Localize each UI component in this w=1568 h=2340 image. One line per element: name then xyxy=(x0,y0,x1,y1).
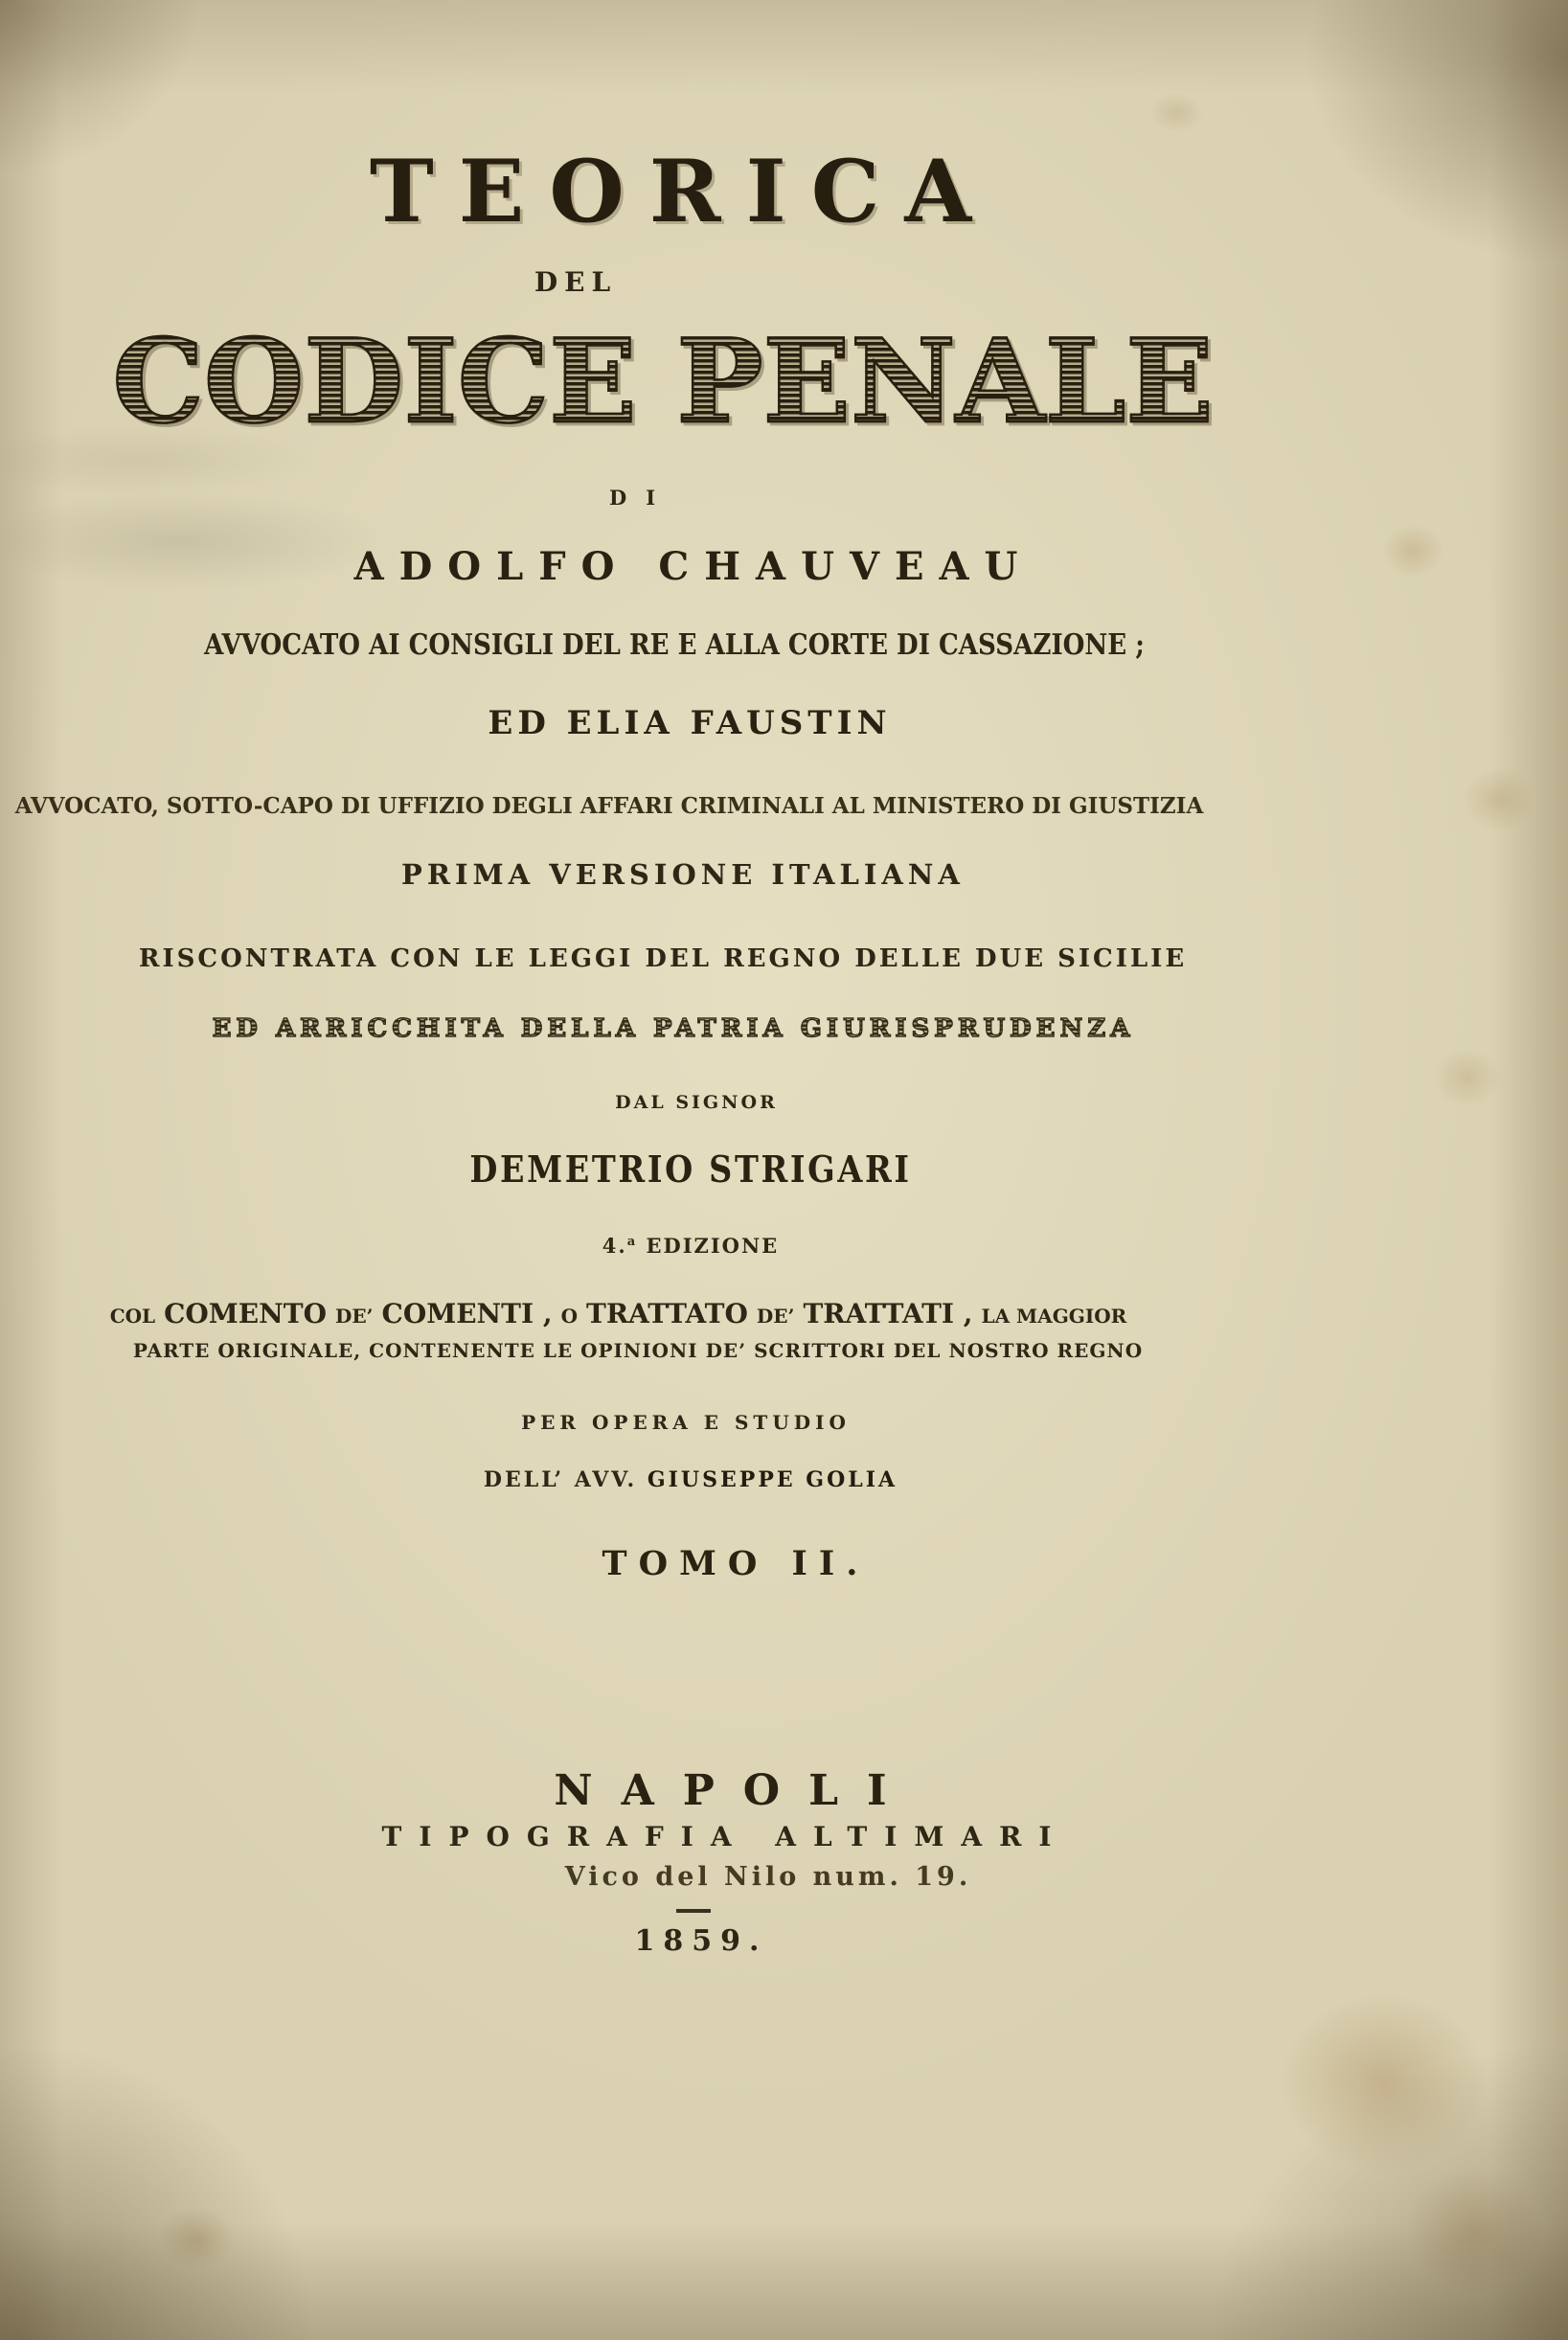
byline-connector-di: DI xyxy=(608,486,675,510)
author1-role-text: AVVOCATO AI CONSIGLI DEL RE E ALLA CORTE DI CASSAZIONE ; xyxy=(204,628,1145,662)
author-name-chauveau: ADOLFO CHAUVEAU xyxy=(353,544,1034,589)
imprint-rule-divider xyxy=(676,1909,711,1913)
author1-role xyxy=(134,628,1215,662)
comment-seg-comento: COMENTO xyxy=(164,1298,327,1329)
comment-seg-de1: DE’ xyxy=(334,1305,374,1328)
comment-seg-trattati: TRATTATI , xyxy=(803,1298,973,1329)
dal-signor-label: DAL SIGNOR xyxy=(615,1092,778,1113)
comment-seg-comenti: COMENTI , xyxy=(381,1298,553,1329)
comment-description-line1 xyxy=(109,1298,1136,1329)
book-title: TEORICA xyxy=(369,141,997,242)
edition-statement xyxy=(602,1236,779,1256)
opera-e-studio-label: PER OPERA E STUDIO xyxy=(521,1411,851,1434)
edition-number: 4. xyxy=(602,1234,627,1258)
volume-number: TOMO II. xyxy=(602,1544,870,1583)
title-connector-del: DEL xyxy=(534,266,618,298)
comment-description-line2: PARTE ORIGINALE, CONTENENTE LE OPINIONI DE’ SCRITTORI DEL NOSTRO REGNO xyxy=(132,1339,1144,1362)
version-statement: PRIMA VERSIONE ITALIANA xyxy=(401,858,965,891)
comment-seg-o: O xyxy=(560,1305,578,1328)
comment-seg-col: COL xyxy=(109,1305,156,1328)
curator-name: GIUSEPPE GOLIA xyxy=(647,1467,898,1492)
book-subtitle: CODICE PENALE xyxy=(112,314,1214,449)
edition-ordinal-sup: a xyxy=(626,1235,638,1249)
translator-name xyxy=(440,1147,942,1191)
author2-role: AVVOCATO, SOTTO-CAPO DI UFFIZIO DEGLI AFFARI CRIMINALI AL MINISTERO DI GIUSTIZIA xyxy=(14,793,1204,819)
edition-word: EDIZIONE xyxy=(646,1234,780,1258)
translator-name-text: DEMETRIO STRIGARI xyxy=(469,1147,912,1191)
imprint-address: Vico del Nilo num. 19. xyxy=(564,1862,972,1892)
imprint-year: 1859. xyxy=(634,1924,768,1958)
comment-seg-trattato: TRATTATO xyxy=(586,1298,748,1329)
comment-seg-maggior: LA MAGGIOR xyxy=(981,1305,1127,1328)
imprint-printer: TIPOGRAFIA ALTIMARI xyxy=(381,1821,1069,1852)
imprint-city: NAPOLI xyxy=(554,1766,916,1815)
curator-prefix: DELL’ AVV. xyxy=(483,1467,638,1492)
version-note-1: RISCONTRATA CON LE LEGGI DEL REGNO DELLE DUE SICILIE xyxy=(138,944,1188,973)
version-note-2: ED ARRICCHITA DELLA PATRIA GIURISPRUDENZA xyxy=(212,1014,1135,1043)
author-name-faustin: ED ELIA FAUSTIN xyxy=(488,704,892,742)
comment-seg-de2: DE’ xyxy=(756,1305,795,1328)
curator-line xyxy=(484,1469,898,1490)
